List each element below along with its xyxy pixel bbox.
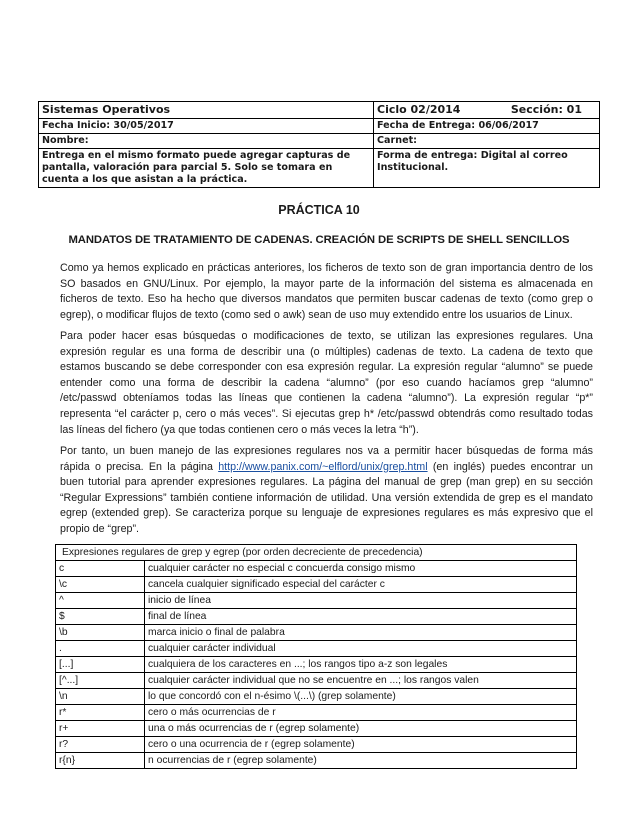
- regex-description: una o más ocurrencias de r (egrep solamente): [145, 721, 577, 737]
- regex-description: cancela cualquier significado especial del carácter c: [145, 577, 577, 593]
- regex-table-caption: Expresiones regulares de grep y egrep (por orden decreciente de precedencia): [56, 545, 577, 561]
- regex-description: cero o una ocurrencia de r (egrep solamente): [145, 737, 577, 753]
- table-row: [56, 753, 577, 769]
- course-name: Sistemas Operativos: [42, 103, 171, 116]
- regex-symbol: ^: [56, 593, 145, 609]
- regex-description: cualquier carácter individual que no se encuentre en ...; los rangos valen: [145, 673, 577, 689]
- due-date: Fecha de Entrega: 06/06/2017: [374, 119, 600, 134]
- carnet-field: Carnet:: [374, 134, 600, 149]
- table-row: [56, 705, 577, 721]
- regex-table-body: [56, 561, 577, 769]
- table-row: [56, 593, 577, 609]
- cycle-label: Ciclo 02/2014: [377, 103, 461, 116]
- table-row: [56, 657, 577, 673]
- paragraph-resources-start: Por tanto, un buen manejo de las expresiones regulares nos va a permitir hacer búsquedas de forma más rápida o precisa. En la página: [60, 445, 593, 473]
- regex-symbol: r?: [56, 737, 145, 753]
- paragraph-intro: Como ya hemos explicado en prácticas anteriores, los ficheros de texto son de gran importancia dentro de los SO basados en GNU/Linux. Por ejemplo, la mayor parte de la información del sistema es almacenada en ficheros de texto. Eso ha hecho que diversos mandatos que permiten buscar cadenas de texto (como grep o egrep), o modificar flujos de texto (como sed o awk) sean de uso muy extendido entre los usuarios de Linux.: [60, 262, 593, 321]
- paragraph-resources: [60, 444, 593, 538]
- table-row: [56, 641, 577, 657]
- instructions-cell: Entrega en el mismo formato puede agregar capturas de pantalla, valoración para parcial 5. Solo se tomara en cuenta a los que asistan a la práctica.: [39, 149, 374, 188]
- regex-symbol: \c: [56, 577, 145, 593]
- regex-symbol: [^...]: [56, 673, 145, 689]
- table-row: [56, 721, 577, 737]
- paragraph-resources-end: (en inglés) puedes encontrar un buen tutorial para aprender expresiones regulares. La página del manual de grep (man grep) en su sección “Regular Expressions” también contiene información de utilidad. Una versión extendida de grep es el mandato egrep (extended grep). Se caracteriza porque su lenguaje de expresiones regulares es más expresivo que el propio de “grep”.: [60, 460, 593, 535]
- name-field: Nombre:: [39, 134, 374, 149]
- delivery-cell: Forma de entrega: Digital al correo Institucional.: [374, 149, 600, 188]
- regex-description: cero o más ocurrencias de r: [145, 705, 577, 721]
- regex-symbol: [...]: [56, 657, 145, 673]
- table-row: [56, 673, 577, 689]
- regex-symbol: r{n}: [56, 753, 145, 769]
- table-row: [56, 561, 577, 577]
- regex-description: inicio de línea: [145, 593, 577, 609]
- header-table: [38, 101, 600, 188]
- regex-symbol: $: [56, 609, 145, 625]
- regex-table: [55, 544, 577, 769]
- cycle-cell: [374, 102, 600, 119]
- regex-description: n ocurrencias de r (egrep solamente): [145, 753, 577, 769]
- regex-symbol: \b: [56, 625, 145, 641]
- regex-symbol: c: [56, 561, 145, 577]
- table-row: [56, 577, 577, 593]
- table-row: [56, 737, 577, 753]
- table-row: [56, 609, 577, 625]
- regex-symbol: .: [56, 641, 145, 657]
- section-label: Sección: 01: [510, 103, 582, 116]
- table-row: [56, 625, 577, 641]
- practice-subtitle: MANDATOS DE TRATAMIENTO DE CADENAS. CREACIÓN DE SCRIPTS DE SHELL SENCILLOS: [68, 234, 570, 246]
- regex-table-header-row: [56, 545, 577, 561]
- regex-description: final de línea: [145, 609, 577, 625]
- regex-description: cualquier carácter no especial c concuerda consigo mismo: [145, 561, 577, 577]
- regex-symbol: \n: [56, 689, 145, 705]
- course-cell: [39, 102, 374, 119]
- paragraph-regex: Para poder hacer esas búsquedas o modificaciones de texto, se utilizan las expresiones regulares. Una expresión regular es una forma de describir una (o múltiples) cadenas de texto. La cadena de texto que estamos buscando se debe corresponder con esa expresión regular. La expresión regular “alumno” se puede entender como una forma de describir la cadena “alumno” (por eso cuando hacíamos grep “alumno” /etc/passwd obteníamos todas las líneas que contienen la cadena “alumno”). La expresión regular “p*” representa “el carácter p, cero o más veces”. Si ejecutas grep h* /etc/passwd obtendrás como resultado todas las líneas del fichero (ya que todas contienen cero o más veces la letra “h”).: [60, 330, 593, 436]
- regex-symbol: r*: [56, 705, 145, 721]
- regex-description: lo que concordó con el n-ésimo \(...\) (grep solamente): [145, 689, 577, 705]
- practice-title: PRÁCTICA 10: [278, 203, 360, 217]
- regex-description: marca inicio o final de palabra: [145, 625, 577, 641]
- table-row: [56, 689, 577, 705]
- regex-description: cualquiera de los caracteres en ...; los rangos tipo a-z son legales: [145, 657, 577, 673]
- regex-description: cualquier carácter individual: [145, 641, 577, 657]
- start-date: Fecha Inicio: 30/05/2017: [39, 119, 374, 134]
- grep-tutorial-link[interactable]: http://www.panix.com/~elflord/unix/grep.html: [218, 460, 428, 473]
- regex-symbol: r+: [56, 721, 145, 737]
